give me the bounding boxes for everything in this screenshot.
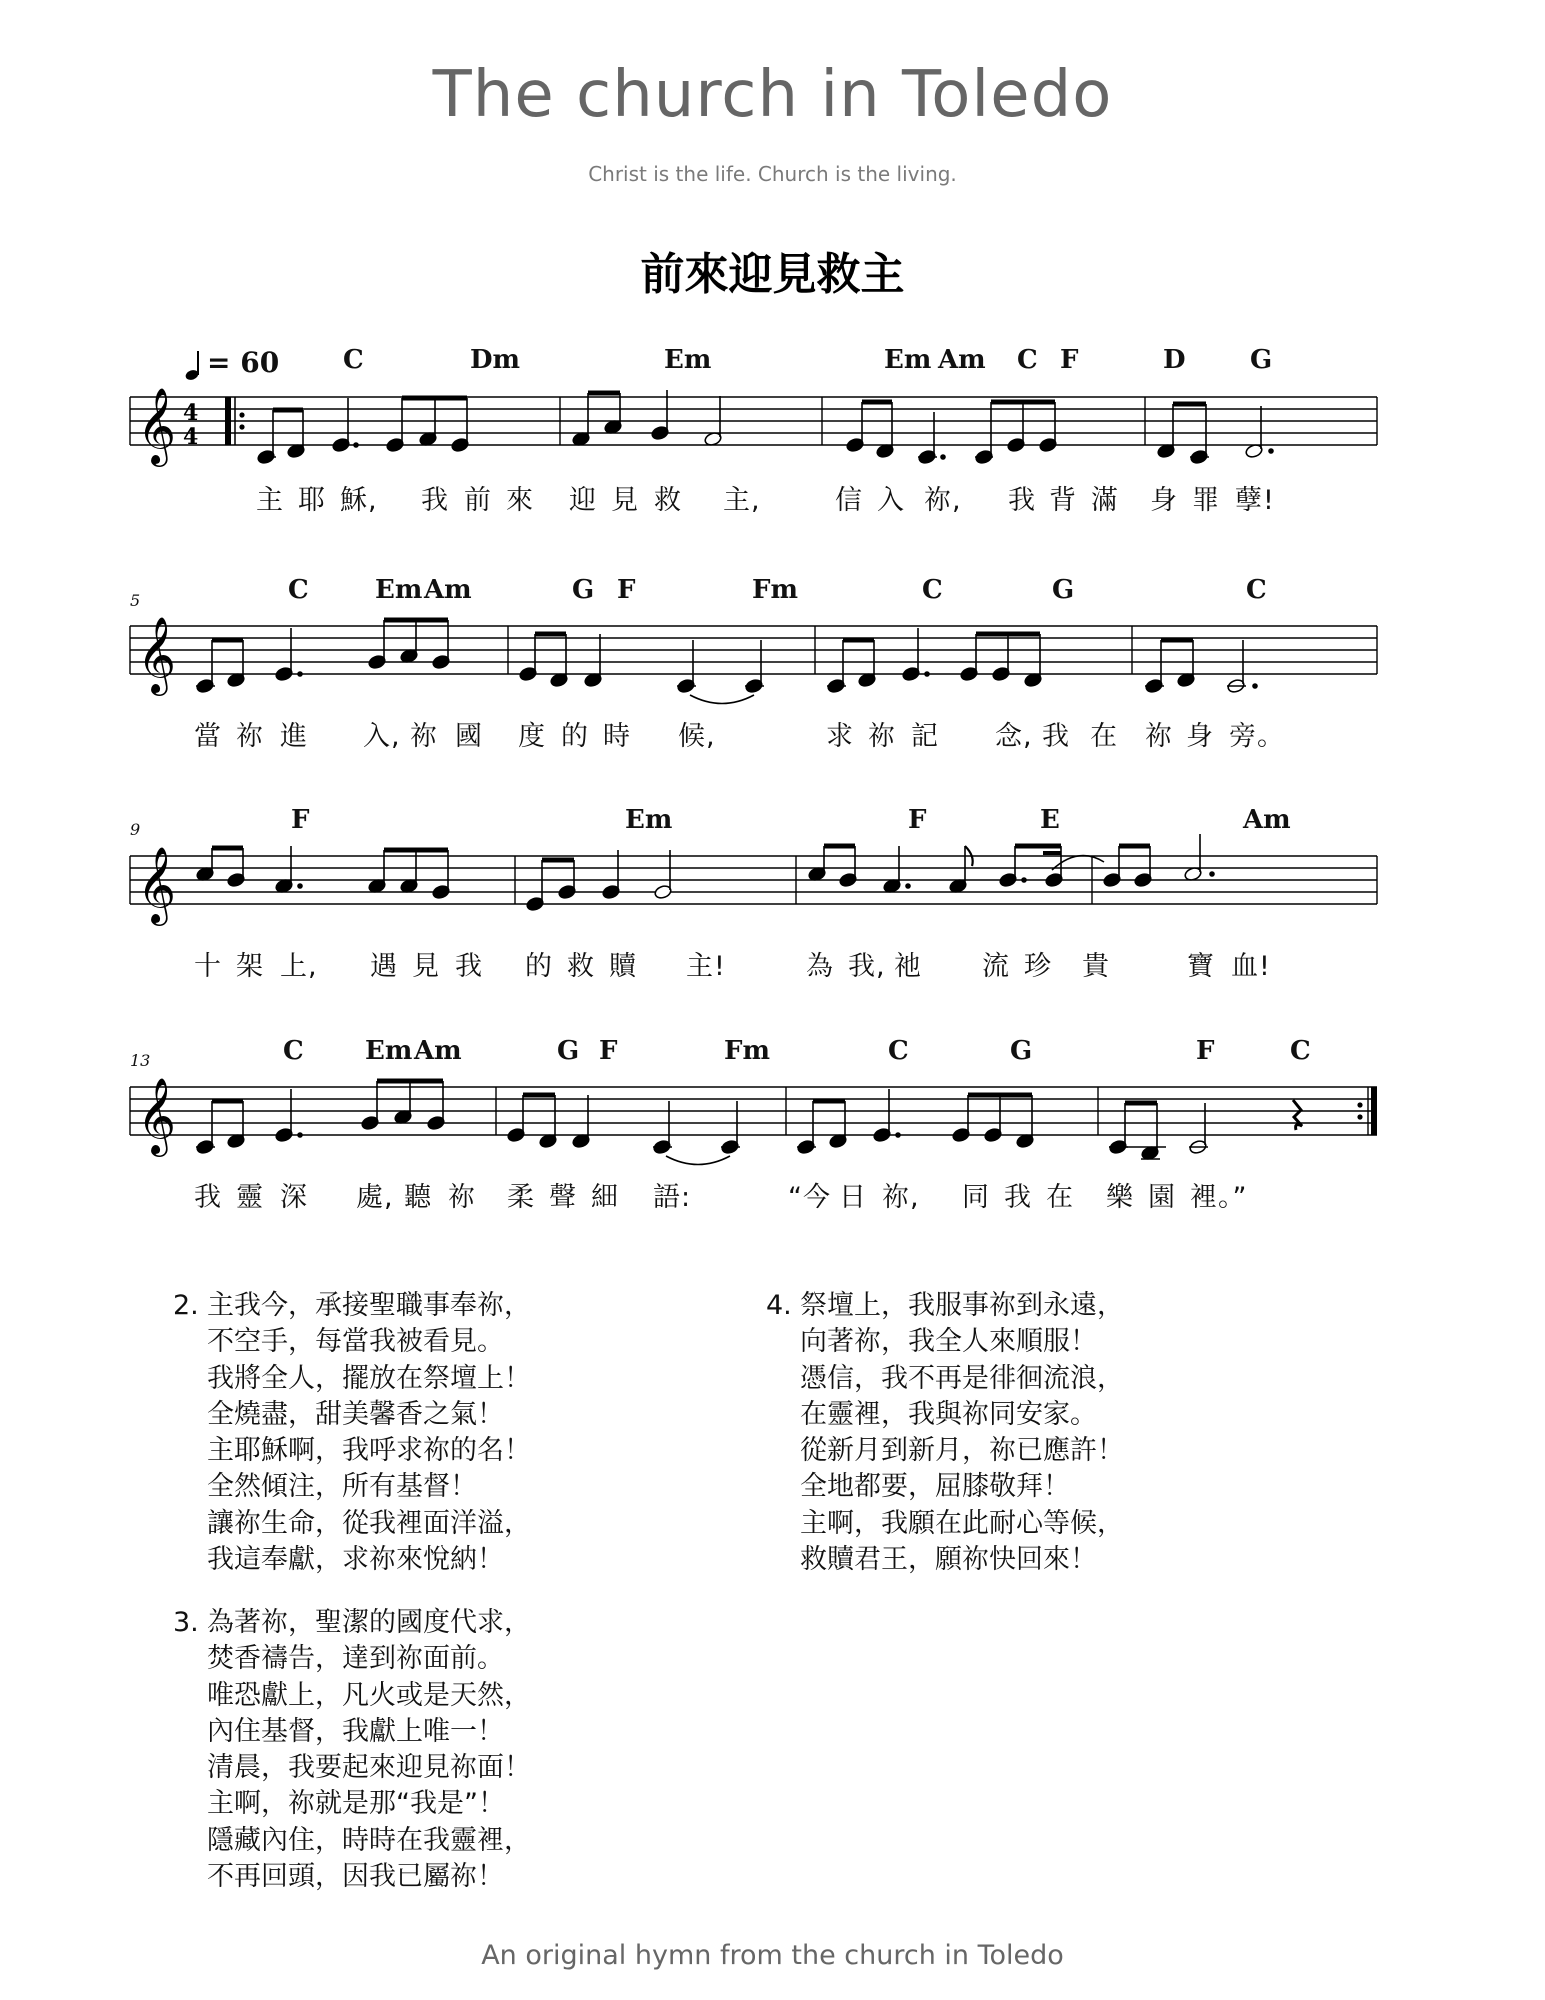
lyric: 祢 (868, 721, 896, 752)
chord: G (1052, 575, 1075, 605)
lyric: 信 (835, 485, 863, 516)
lyric: 穌, (340, 485, 378, 516)
chord: G (1250, 345, 1273, 375)
chord: C (283, 1036, 304, 1066)
chord: Em (375, 575, 423, 605)
chord: D (1163, 345, 1186, 375)
lyric: 語: (653, 1182, 692, 1213)
lyric: 深 (280, 1182, 308, 1213)
verse-line: 唯恐獻上，凡火或是天然， (207, 1679, 531, 1711)
chord: C (922, 575, 943, 605)
verse-line: 內住基督，我獻上唯一！ (207, 1715, 504, 1747)
lyric: 流 (982, 951, 1010, 982)
lyric: 我 (1004, 1182, 1032, 1213)
verse-line: 主我今，承接聖職事奉祢， (207, 1290, 531, 1321)
lyric: 度 (518, 721, 546, 752)
verse-line: 主耶穌啊，我呼求祢的名！ (207, 1435, 531, 1467)
verse-line: 救贖君王，願祢快回來！ (800, 1544, 1097, 1576)
chord: Fm (752, 575, 798, 605)
lyric: 遇 (370, 951, 398, 982)
verse-line: 讓祢生命，從我裡面洋溢， (207, 1507, 531, 1539)
church-name: The church in Toledo (432, 58, 1113, 132)
lyric: 的 (525, 951, 553, 982)
lyric: 我 (194, 1182, 222, 1213)
verse-line: 在靈裡，我與祢同安家。 (800, 1398, 1097, 1430)
chord: Em (365, 1036, 413, 1066)
tempo-value: = 60 (207, 346, 280, 379)
chord: Am (414, 1036, 462, 1066)
tempo-marking (185, 346, 279, 381)
treble-clef-icon: 𝄞 (137, 387, 177, 464)
verse-line: 隱藏內住，時時在我靈裡， (207, 1824, 531, 1856)
chord: G (572, 575, 595, 605)
chord: F (617, 575, 636, 605)
lyric: 國 (455, 721, 483, 752)
chord: Am (938, 345, 986, 375)
verse-2 (173, 1288, 531, 1578)
chord: C (1017, 345, 1038, 375)
verse-line: 我將全人，擺放在祭壇上！ (207, 1362, 531, 1394)
lyric: 裡。” (1190, 1182, 1248, 1213)
lyric: 同 (962, 1182, 990, 1213)
lyric: 我 (421, 485, 449, 516)
lyric: 珍 (1024, 951, 1052, 982)
measure-number: 5 (130, 591, 141, 610)
lyric: 架 (236, 951, 264, 982)
verse-line: 不空手，每當我被看見。 (207, 1326, 504, 1358)
lyric: 十 (194, 951, 222, 982)
chord: G (1010, 1036, 1033, 1066)
lyric: 貴 (1082, 951, 1110, 982)
verse-line: 焚香禱告，達到祢面前。 (207, 1643, 504, 1675)
chord: Em (625, 805, 673, 835)
lyric: 靈 (236, 1182, 264, 1213)
chord: C (343, 345, 364, 375)
chord: C (1246, 575, 1267, 605)
chord: Fm (724, 1036, 770, 1066)
lyric: 在 (1046, 1182, 1074, 1213)
lyric: 我 (455, 951, 483, 982)
lyric: 背 (1049, 485, 1077, 516)
lyric: 身 (1150, 485, 1178, 516)
verse-number: 4. (766, 1290, 792, 1321)
lyric: 當 (194, 721, 222, 752)
lyric: 孽! (1235, 485, 1275, 516)
verse-line: 主啊，我願在此耐心等候， (800, 1507, 1124, 1539)
lyric: 祢, (924, 485, 962, 516)
verse-3 (173, 1605, 531, 1895)
svg-text:4: 4 (183, 424, 199, 450)
lyric: 我, (848, 951, 886, 982)
chord: Dm (470, 345, 521, 375)
chord: E (1040, 805, 1060, 835)
treble-clef-icon: 𝄞 (137, 1077, 177, 1154)
lyric: 為 (806, 951, 834, 982)
lyric: 進 (280, 721, 308, 752)
lyric: 迎 (569, 485, 597, 516)
verse-line: 全然傾注，所有基督！ (207, 1471, 477, 1503)
verse-number: 3. (173, 1607, 199, 1638)
quarter-note-icon (185, 349, 201, 381)
lyric: 主! (686, 951, 726, 982)
verse-4 (766, 1288, 1124, 1578)
lyric: 樂 (1106, 1182, 1134, 1213)
measure-number: 9 (130, 820, 141, 839)
lyric: 日 (839, 1182, 867, 1213)
chord: C (288, 575, 309, 605)
chord: C (1290, 1036, 1311, 1066)
verse-line: 從新月到新月，祢已應許！ (800, 1435, 1124, 1467)
chord: Em (884, 345, 932, 375)
footer-credit: An original hymn from the church in Toledo (481, 1940, 1064, 1971)
lyric: 見 (412, 951, 440, 982)
lyric: 救 (567, 951, 595, 982)
verse-number: 2. (173, 1290, 199, 1321)
lyric: 祂 (894, 951, 922, 982)
lyric: 寶 (1187, 951, 1215, 982)
lyric: 入 (877, 485, 905, 516)
verse-line: 為著祢，聖潔的國度代求， (207, 1607, 531, 1638)
lyric: 細 (591, 1182, 619, 1213)
verse-line: 全燒盡，甜美馨香之氣！ (207, 1398, 504, 1430)
verse-line: 祭壇上，我服事祢到永遠， (800, 1290, 1124, 1321)
chord: Am (1243, 805, 1291, 835)
lyric: 時 (603, 721, 631, 752)
lyric: 血! (1231, 951, 1271, 982)
verse-line: 清晨，我要起來迎見祢面！ (207, 1752, 531, 1784)
measure-number: 13 (130, 1051, 151, 1070)
song-title: 前來迎見救主 (640, 249, 905, 300)
lyric: 主 (256, 485, 284, 516)
verse-line: 向著祢，我全人來順服！ (800, 1326, 1097, 1358)
chord: Em (664, 345, 712, 375)
lyric: 主, (723, 485, 761, 516)
lyric: 聲 (549, 1182, 577, 1213)
lyric: 耶 (298, 485, 326, 516)
lyric: 我 (1042, 721, 1070, 752)
chord: C (888, 1036, 909, 1066)
lyric: 園 (1148, 1182, 1176, 1213)
lyric: 的 (561, 721, 589, 752)
lyric: 祢 (236, 721, 264, 752)
treble-clef-icon: 𝄞 (137, 616, 177, 693)
lyric: 身 (1186, 721, 1214, 752)
lyric: 候, (678, 721, 716, 752)
verse-line: 憑信，我不再是徘徊流浪， (800, 1362, 1124, 1394)
lyric: 念, (995, 721, 1033, 752)
verse-line: 主啊，祢就是那“我是”！ (207, 1788, 505, 1820)
lyric: 贖 (609, 951, 637, 982)
lyric: 前 (464, 485, 492, 516)
lyric: 祢 (1145, 721, 1173, 752)
chord: F (1196, 1036, 1215, 1066)
lyric: 祢, (882, 1182, 920, 1213)
svg-text:4: 4 (183, 400, 199, 426)
lyric: 祢 (410, 721, 438, 752)
verse-line: 全地都要，屈膝敬拜！ (800, 1471, 1070, 1503)
chord: G (557, 1036, 580, 1066)
lyric: 祢 (448, 1182, 476, 1213)
lyric: 聽 (404, 1182, 432, 1213)
treble-clef-icon: 𝄞 (137, 846, 177, 923)
lyric: 旁。 (1229, 721, 1285, 752)
lyric: 上, (280, 951, 318, 982)
verse-line: 不再回頭，因我已屬祢！ (207, 1861, 504, 1893)
chord: F (291, 805, 310, 835)
lyric: 柔 (507, 1182, 535, 1213)
lyric: 我 (1008, 485, 1036, 516)
chord: F (1060, 345, 1079, 375)
verse-line: 我這奉獻，求祢來悅納！ (207, 1544, 504, 1576)
lyric: 罪 (1192, 485, 1220, 516)
chord: Am (424, 575, 472, 605)
lyric: 見 (611, 485, 639, 516)
lyric: “今 (788, 1182, 831, 1213)
lyric: 在 (1090, 721, 1118, 752)
lyric: 滿 (1091, 485, 1119, 516)
lyric: 處, (356, 1182, 394, 1213)
lyric: 求 (826, 721, 854, 752)
lyric: 來 (506, 485, 534, 516)
church-tagline: Christ is the life. Church is the living. (588, 162, 957, 186)
chord: F (908, 805, 927, 835)
lyric: 入, (363, 721, 401, 752)
chord: F (599, 1036, 618, 1066)
lyric: 記 (911, 721, 939, 752)
lyric: 救 (654, 485, 682, 516)
